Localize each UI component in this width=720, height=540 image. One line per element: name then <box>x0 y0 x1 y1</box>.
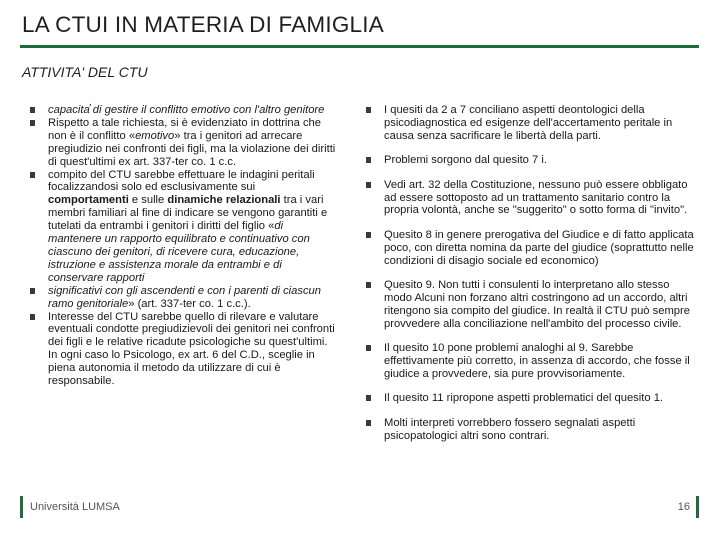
left-bullet-item <box>30 169 336 285</box>
left-bullet-list <box>30 104 336 388</box>
bullet-text-run: dinamiche relazionali <box>167 194 281 207</box>
square-bullet-icon <box>30 107 35 113</box>
bullet-text-run: compito del CTU sarebbe effettuare le indagini peritali focalizzandosi solo ed esclusivamente sui <box>48 168 315 194</box>
footer-institution: Università LUMSA <box>30 501 120 513</box>
left-bullet-item <box>30 104 336 117</box>
bullet-text-run: di mantenere un rapporto equilibrato e continuativo con ciascuno dei genitori, di ricevere cura, educazione, istruzione e assistenza morale da entrambi e di conservare rapporti <box>48 220 310 284</box>
right-bullet-item <box>366 392 696 405</box>
bullet-text: Vedi art. 32 della Costituzione, nessuno può essere obbligato ad essere sottoposto ad un trattamento sanitario contro la propria volontà, anche se "suggerito" o sotto forma di "invito". <box>384 178 688 217</box>
right-bullet-item <box>366 154 696 167</box>
bullet-text-run: » (art. 337-ter co. 1 c.c.). <box>128 297 251 310</box>
bullet-text-run: e sulle <box>128 194 168 207</box>
slide-title: LA CTUI IN MATERIA DI FAMIGLIA <box>22 12 384 37</box>
footer-accent-bar-right <box>696 496 699 518</box>
square-bullet-icon <box>366 395 371 401</box>
slide-subtitle: ATTIVITA' DEL CTU <box>22 64 148 80</box>
page-number: 16 <box>677 501 690 513</box>
bullet-text: Il quesito 11 ripropone aspetti problematici del quesito 1. <box>384 392 664 405</box>
bullet-text: Molti interpreti vorrebbero fossero segnalati aspetti psicopatologici altri sono contrari. <box>384 416 636 442</box>
bullet-text-run: Rispetto a tale richiesta, si è evidenziato in dottrina che non è il conflitto « <box>48 116 322 142</box>
square-bullet-icon <box>366 282 371 288</box>
bullet-text: I quesiti da 2 a 7 conciliano aspetti deontologici della psicodiagnostica ed esigenze dell'accertamento peritale in causa senza sacrificare le libertà della parti. <box>384 104 673 142</box>
left-bullet-item <box>30 117 336 169</box>
square-bullet-icon <box>366 107 371 113</box>
bullet-text-run: » tra i genitori ad arrecare pregiudizio nei confronti dei figli, ma la violazione dei diritti di quest'ultimi ex art. 337-ter co. 1 c.c. <box>48 129 336 168</box>
footer-accent-bar-left <box>20 496 23 518</box>
square-bullet-icon <box>30 288 35 294</box>
bullet-text-run: tra i vari membri familiari al fine di indicare se vengono garantiti e tutelati da entrambi i genitori i diritti del figlio « <box>48 194 328 233</box>
square-bullet-icon <box>366 157 371 163</box>
bullet-text-run: significativi con gli ascendenti e con i parenti di ciascun ramo genitoriale <box>48 284 322 310</box>
right-bullet-item <box>366 104 696 143</box>
bullet-text-run: Interesse del CTU sarebbe quello di rilevare e valutare eventuali condotte pregiudizievoli dei genitori nei confronti dei figli e le relative ricadute psicologiche su quest'ultimi. In ogni caso lo Psicologo, ex art. 6 del C.D., sceglie in piena autonomia il metodo da utilizzare di cui è responsabile. <box>48 310 335 388</box>
right-bullet-item <box>366 279 696 331</box>
right-bullet-item <box>366 179 696 218</box>
right-bullet-list <box>366 104 696 454</box>
square-bullet-icon <box>366 232 371 238</box>
right-bullet-item <box>366 229 696 268</box>
bullet-text: Quesito 9. Non tutti i consulenti lo interpretano allo stesso modo Alcuni non forzano altri costringono ad un accordo, altri ritengono sia compito del giudice. In realtà il CTU può sempre provvedere alla conciliazione nell'ambito del processo civile. <box>384 279 690 330</box>
square-bullet-icon <box>366 182 371 188</box>
square-bullet-icon <box>366 345 371 351</box>
square-bullet-icon <box>30 172 35 178</box>
left-bullet-item <box>30 311 336 388</box>
bullet-text-run: comportamenti <box>48 194 129 207</box>
right-bullet-item <box>366 342 696 381</box>
bullet-text-run: capacita̕ di gestire il conflitto emotivo con l'altro genitore <box>48 104 325 116</box>
left-bullet-item <box>30 285 336 311</box>
bullet-text: Quesito 8 in genere prerogativa del Giudice e di fatto applicata poco, con diretta nomina da parte del giudice (soprattutto nelle condizioni di disagio sociale ed economico) <box>384 228 694 267</box>
bullet-text: Il quesito 10 pone problemi analoghi al 9. Sarebbe effettivamente più corretto, in assenza di accordo, che fosse il giudice a provvedere, sia pure provvisoriamente. <box>384 342 690 380</box>
right-bullet-item <box>366 417 696 443</box>
title-underline <box>20 45 699 48</box>
square-bullet-icon <box>30 120 35 126</box>
bullet-text-run: emotivo <box>135 129 175 142</box>
bullet-text: Problemi sorgono dal quesito 7 i. <box>384 154 547 167</box>
square-bullet-icon <box>30 314 35 320</box>
square-bullet-icon <box>366 420 371 426</box>
